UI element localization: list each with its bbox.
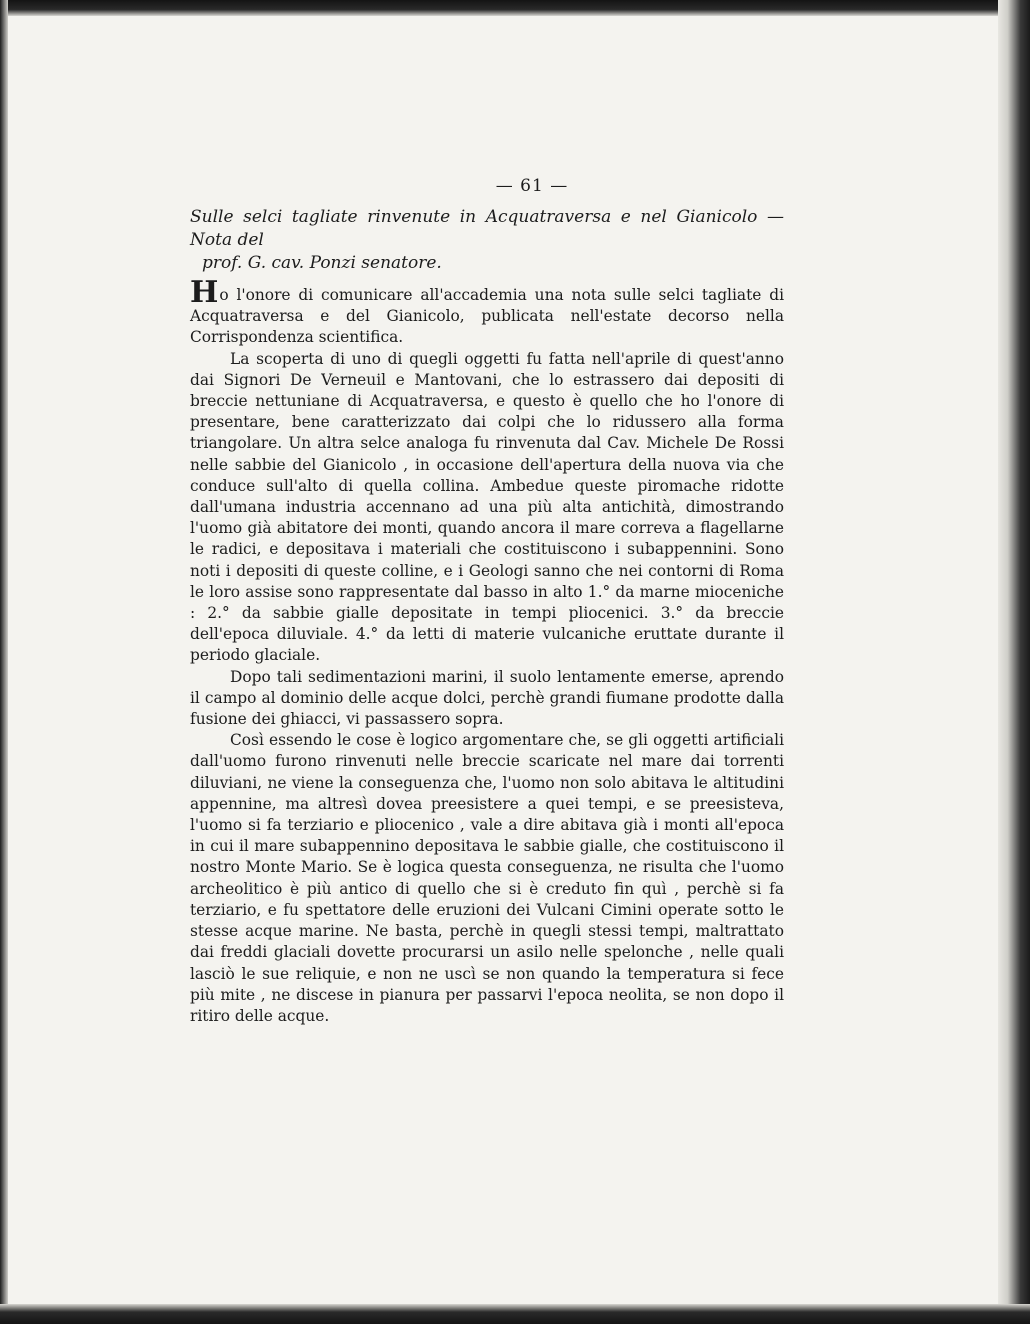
article-title-line1: Sulle selci tagliate rinvenute in Acquatraversa e nel Gianicolo — Nota del: [190, 207, 784, 250]
article-title-line2: prof. G. cav. Ponzi senatore.: [202, 253, 442, 273]
scan-edge-left: [0, 0, 8, 1324]
scan-edge-top: [0, 0, 1030, 16]
paragraph-4: Così essendo le cose è logico argomentare che, se gli oggetti artificiali dall'uomo furono rinvenuti nelle breccie scaricate nel mare dai torrenti diluviani, ne viene la conseguenza che, l'uomo non solo abitava le altitudini appennine, ma altresì dovea preesistere a quei tempi, e se preesisteva, l'uomo si fa terziario e pliocenico , vale a dire abitava già i monti all'epoca in cui il mare subappennino depositava le sabbie gialle, che costituiscono il nostro Monte Mario. Se è logica questa conseguenza, ne risulta che l'uomo archeolitico è più antico di quello che si è creduto fin quì , perchè si fa terziario, e fu spettatore delle eruzioni dei Vulcani Cimini operate sotto le stesse acque marine. Ne basta, perchè in quegli stessi tempi, maltrattato dai freddi glaciali dovette procurarsi un asilo nelle spelonche , nelle quali lasciò le sue reliquie, e non ne uscì se non quando la temperatura si fece più mite , ne discese in pianura per passarvi l'epoca neolita, se non dopo il ritiro delle acque.: [190, 731, 784, 1025]
paragraph-2: La scoperta di uno di quegli oggetti fu fatta nell'aprile di quest'anno dai Signori De Verneuil e Mantovani, che lo estrassero dai depositi di breccie nettuniane di Acquatraversa, e questo è quello che ho l'onore di presentare, bene caratterizzato dai colpi che lo ridussero alla forma triangolare. Un altra selce analoga fu rinvenuta dal Cav. Michele De Rossi nelle sabbie del Gianicolo , in occasione dell'apertura della nuova via che conduce sull'alto di quella collina. Ambedue queste piromache ridotte dall'umana industria accennano ad una più alta antichità, dimostrando l'uomo già abitatore dei monti, quando ancora il mare correva a flagellarne le radici, e depositava i materiali che costituiscono i subappennini. Sono noti i depositi di queste colline, e i Geologi sanno che nei contorni di Roma le loro assise sono rappresentate dal basso in alto 1.° da marne mioceniche : 2.° da sabbie gialle depositate in tempi pliocenici. 3.° da breccie dell'epoca diluviale. 4.° da letti di materie vulcaniche eruttate durante il periodo glaciale.: [190, 349, 784, 665]
paragraph-1: [190, 275, 784, 349]
page-content: [190, 176, 784, 1027]
scan-edge-bottom: [0, 1304, 1030, 1324]
paragraph-1-text: o l'onore di comunicare all'accademia una nota sulle selci tagliate di Acquatraversa e del Gianicolo, publicata nell'estate decorso nella Corrispondenza scientifica.: [190, 286, 784, 347]
page-number: — 61 —: [495, 176, 569, 196]
drop-cap: H: [190, 275, 219, 310]
article-title: [190, 206, 784, 275]
paragraph-3: Dopo tali sedimentazioni marini, il suolo lentamente emerse, aprendo il campo al dominio delle acque dolci, perchè grandi fiumane prodotte dalla fusione dei ghiacci, vi passassero sopra.: [190, 667, 784, 729]
scan-edge-right: [998, 0, 1030, 1324]
